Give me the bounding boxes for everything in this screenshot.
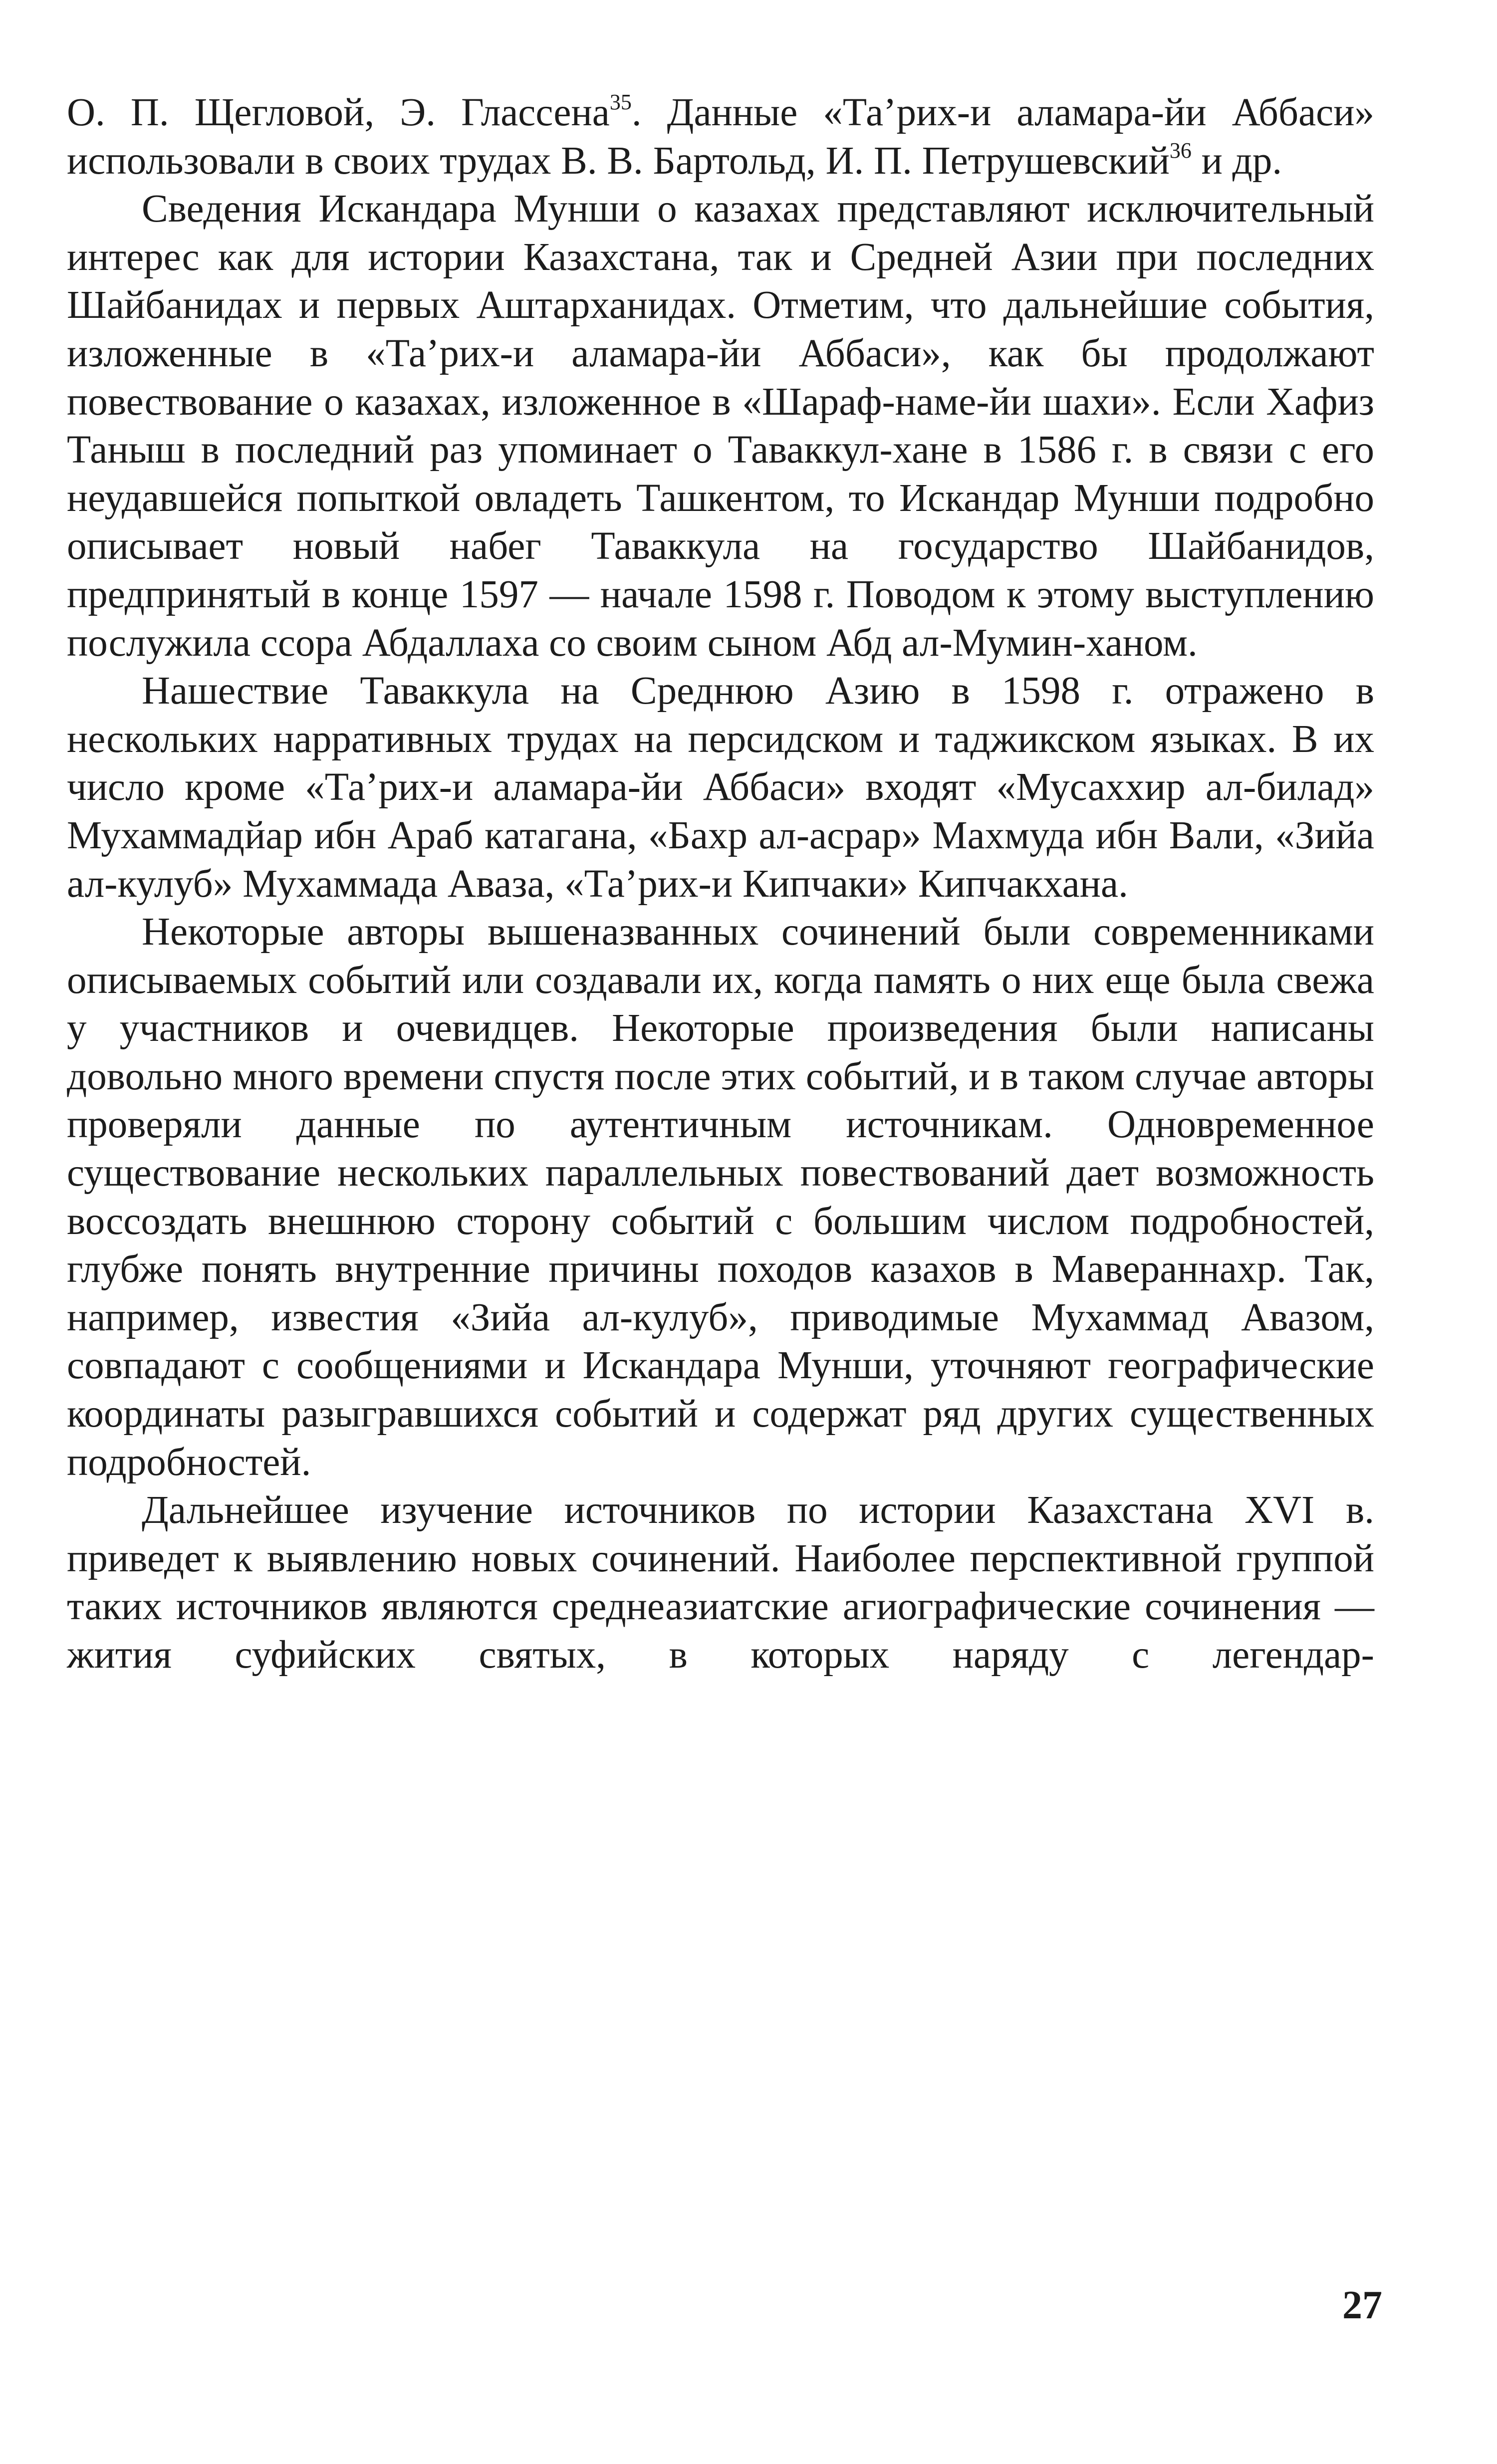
paragraph-authors: Некоторые авторы вышеназванных сочинений были современниками описываемых событий или создавали их, когда память о них еще была свежа у участников и очевидцев. Некоторые произведения были написаны довольно много времени спустя после этих событий, и в таком случае авторы проверяли данные по аутентичным источникам. Одновременное существование нескольких параллельных повествований дает возможность воссоздать внешнюю сторону событий с большим числом подробностей, глубже понять внутренние причины походов казахов в Мавераннахр. Так, например, известия «Зийа ал-кулуб», приводимые Мухаммад Авазом, совпадают с сообщениями и Искандара Мунши, уточняют географические координаты разыгравшихся событий и содержат ряд других существенных подробностей. — [67, 910, 1374, 1484]
paragraph-text: и др. — [1191, 139, 1282, 183]
book-page — [67, 89, 1374, 1680]
paragraph-text: . Данные «Та’рих-и аламара-йи Аббаси» использовали в своих трудах В. В. Бартольд, И. П. Петрушевский — [67, 91, 1374, 183]
page-number: 27 — [1342, 2283, 1382, 2327]
paragraph-iskandar-info: Сведения Искандара Мунши о казахах представляют исключительный интерес как для истории Казахстана, так и Средней Азии при последних Шайбанидах и первых Аштарханидах. Отметим, что дальнейшие события, изложенные в «Та’рих-и аламара-йи Аббаси», как бы продолжают повествование о казахах, изложенное в «Шараф-наме-йи шахи». Если Хафиз Таныш в последний раз упоминает о Таваккул-хане в 1586 г. в связи с его неудавшейся попыткой овладеть Ташкентом, то Искандар Мунши подробно описывает новый набег Таваккула на государство Шайбанидов, предпринятый в конце 1597 — начале 1598 г. Поводом к этому выступлению послужила ссора Абдаллаха со своим сыном Абд ал-Мумин-ханом. — [67, 187, 1374, 665]
paragraph-text: О. П. Щегловой, Э. Глассена — [67, 91, 610, 134]
paragraph-tavakkul-invasion: Нашествие Таваккула на Среднюю Азию в 1598 г. отражено в нескольких нарративных трудах на персидском и таджикском языках. В их число кроме «Та’рих-и аламара-йи Аббаси» входят «Мусаххир ал-билад» Мухаммадйар ибн Араб катагана, «Бахр ал-асрар» Махмуда ибн Вали, «Зийа ал-кулуб» Мухаммада Аваза, «Та’рих-и Кипчаки» Кипчакхана. — [67, 669, 1374, 906]
footnote-ref-36: 36 — [1169, 138, 1192, 163]
paragraph-further-study: Дальнейшее изучение источников по истории Казахстана XVI в. приведет к выявлению новых сочинений. Наиболее перспективной группой таких источников являются среднеазиатские агиографические сочинения — жития суфийских святых, в которых наряду с легендар- — [67, 1488, 1374, 1677]
footnote-ref-35: 35 — [609, 90, 632, 114]
paragraph-continuation — [67, 89, 1374, 185]
